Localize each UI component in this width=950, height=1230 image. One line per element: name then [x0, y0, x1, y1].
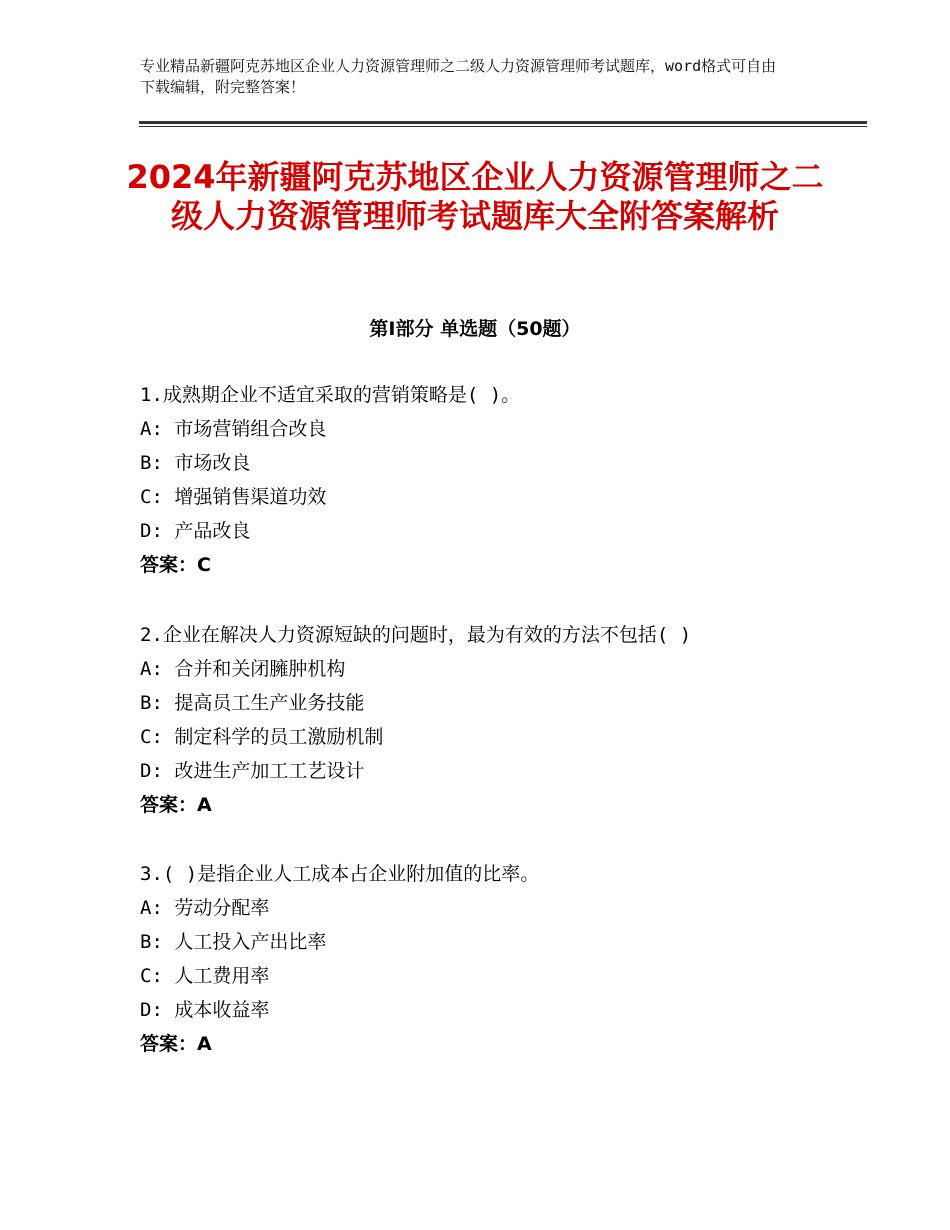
option-d: D: 产品改良 [140, 520, 251, 542]
option-c: C: 人工费用率 [140, 965, 270, 987]
answer: 答案：A [140, 794, 212, 816]
option-a: A: 劳动分配率 [140, 897, 270, 919]
option-b: B: 提高员工生产业务技能 [140, 692, 365, 714]
option-a: A: 合并和关闭臃肿机构 [140, 658, 346, 680]
option-c: C: 增强销售渠道功效 [140, 486, 327, 508]
question-stem: 3.( )是指企业人工成本占企业附加值的比率。 [140, 863, 540, 885]
option-d: D: 改进生产加工工艺设计 [140, 760, 365, 782]
answer: 答案：C [140, 554, 211, 576]
option-b: B: 人工投入产出比率 [140, 931, 327, 953]
document-title: 2024年新疆阿克苏地区企业人力资源管理师之二级人力资源管理师考试题库大全附答案解析 [126, 158, 824, 235]
option-d: D: 成本收益率 [140, 999, 270, 1021]
option-c: C: 制定科学的员工激励机制 [140, 726, 384, 748]
header-divider-thin [139, 126, 867, 127]
option-a: A: 市场营销组合改良 [140, 418, 327, 440]
question-1 [140, 378, 840, 582]
question-2 [140, 618, 840, 822]
option-b: B: 市场改良 [140, 452, 251, 474]
question-3 [140, 857, 840, 1061]
question-stem: 2.企业在解决人力资源短缺的问题时，最为有效的方法不包括( ) [140, 624, 692, 646]
header-divider-thick [139, 121, 867, 124]
answer: 答案：A [140, 1033, 212, 1055]
question-stem: 1.成熟期企业不适宜采取的营销策略是( )。 [140, 384, 521, 406]
header-note: 专业精品新疆阿克苏地区企业人力资源管理师之二级人力资源管理师考试题库，word格式可自由下载编辑，附完整答案！ [140, 57, 777, 96]
section-title: 第Ⅰ部分 单选题（50题） [369, 318, 581, 340]
